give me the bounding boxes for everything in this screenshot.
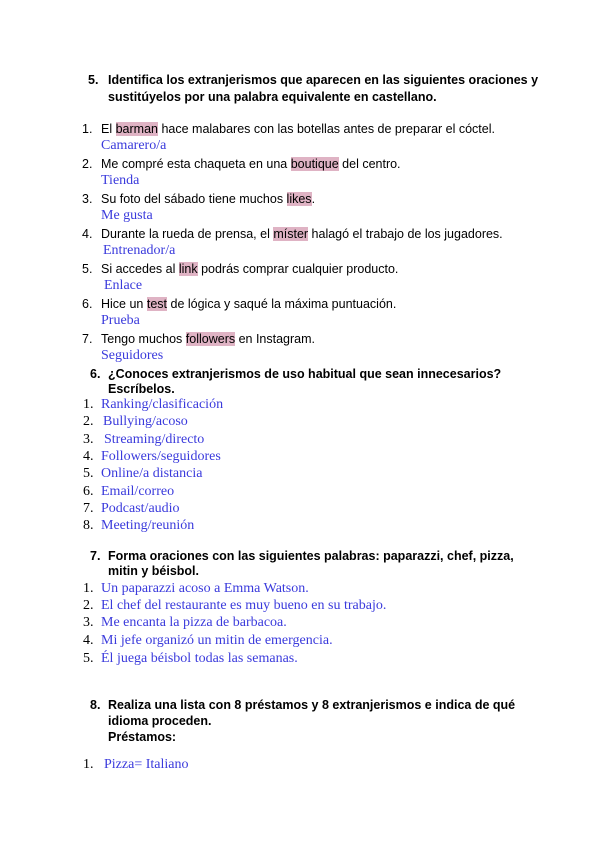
question-text-line2: sustitúyelos por una palabra equivalente en castellano. (108, 90, 437, 104)
item-number: 4. (83, 449, 94, 464)
item-answer: Email/correo (101, 484, 175, 499)
item-number: 1. (83, 757, 94, 772)
item-number: 3. (82, 192, 93, 206)
question-text-line2: idioma proceden. (108, 714, 212, 728)
item-number: 2. (83, 598, 94, 613)
item-number: 3. (83, 432, 94, 447)
question-number: 8. (90, 698, 101, 712)
highlighted-word: followers (185, 332, 236, 346)
question-text-line1: Forma oraciones con las siguientes palabras: paparazzi, chef, pizza, (108, 549, 514, 563)
item-answer: Prueba (101, 313, 140, 328)
item-answer: Online/a distancia (101, 466, 203, 481)
highlighted-word: boutique (290, 157, 339, 171)
item-answer: Ranking/clasificación (101, 397, 224, 412)
item-answer: Tienda (101, 173, 140, 188)
item-answer: Meeting/reunión (101, 518, 195, 533)
item-answer: Entrenador/a (103, 243, 176, 258)
item-answer: Camarero/a (101, 138, 167, 153)
highlighted-word: likes (286, 192, 312, 206)
item-number: 6. (82, 297, 93, 311)
item-sentence: Hice un test de lógica y saqué la máxima puntuación. (101, 297, 397, 311)
item-answer: Mi jefe organizó un mitin de emergencia. (101, 633, 333, 648)
item-number: 4. (83, 633, 94, 648)
item-answer: El chef del restaurante es muy bueno en su trabajo. (101, 598, 387, 613)
item-answer: Un paparazzi acoso a Emma Watson. (101, 581, 309, 596)
item-answer: Streaming/directo (104, 432, 205, 447)
highlighted-word: link (178, 262, 198, 276)
item-answer: Me gusta (101, 208, 153, 223)
question-number: 6. (90, 367, 101, 381)
item-number: 4. (82, 227, 93, 241)
item-number: 7. (82, 332, 93, 346)
question-text-line1: ¿Conoces extranjerismos de uso habitual que sean innecesarios? (108, 367, 502, 381)
item-sentence: Tengo muchos followers en Instagram. (101, 332, 316, 346)
item-answer: Bullying/acoso (103, 414, 188, 429)
item-number: 3. (83, 615, 94, 630)
item-sentence: Durante la rueda de prensa, el míster halagó el trabajo de los jugadores. (101, 227, 503, 241)
item-number: 1. (83, 581, 94, 596)
item-sentence: El barman hace malabares con las botellas antes de preparar el cóctel. (101, 122, 495, 136)
item-number: 7. (83, 501, 94, 516)
item-number: 5. (83, 466, 94, 481)
item-number: 6. (83, 484, 94, 499)
question-number: 5. (88, 73, 99, 87)
question-text-line1: Identifica los extranjerismos que aparecen en las siguientes oraciones y (108, 73, 539, 87)
item-answer: Él juega béisbol todas las semanas. (101, 651, 298, 666)
item-answer: Podcast/audio (101, 501, 180, 516)
item-sentence: Su foto del sábado tiene muchos likes. (101, 192, 316, 206)
item-number: 5. (82, 262, 93, 276)
item-number: 8. (83, 518, 94, 533)
highlighted-word: míster (273, 227, 309, 241)
item-number: 2. (83, 414, 94, 429)
question-number: 7. (90, 549, 101, 563)
question-text-line2: mitin y béisbol. (108, 564, 199, 578)
question-text-line2: Escríbelos. (108, 382, 175, 396)
item-number: 1. (83, 397, 94, 412)
item-sentence: Me compré esta chaqueta en una boutique del centro. (101, 157, 401, 171)
item-number: 1. (82, 122, 93, 136)
subheading-prestamos: Préstamos: (108, 730, 177, 744)
item-answer: Me encanta la pizza de barbacoa. (101, 615, 287, 630)
item-answer: Followers/seguidores (101, 449, 221, 464)
item-number: 2. (82, 157, 93, 171)
item-answer: Pizza= Italiano (104, 757, 189, 772)
item-number: 5. (83, 651, 94, 666)
item-sentence: Si accedes al link podrás comprar cualquier producto. (101, 262, 399, 276)
question-text-line1: Realiza una lista con 8 préstamos y 8 extranjerismos e indica de qué (108, 698, 516, 712)
highlighted-word: barman (115, 122, 158, 136)
item-answer: Enlace (104, 278, 143, 293)
highlighted-word: test (146, 297, 168, 311)
item-answer: Seguidores (101, 348, 164, 363)
